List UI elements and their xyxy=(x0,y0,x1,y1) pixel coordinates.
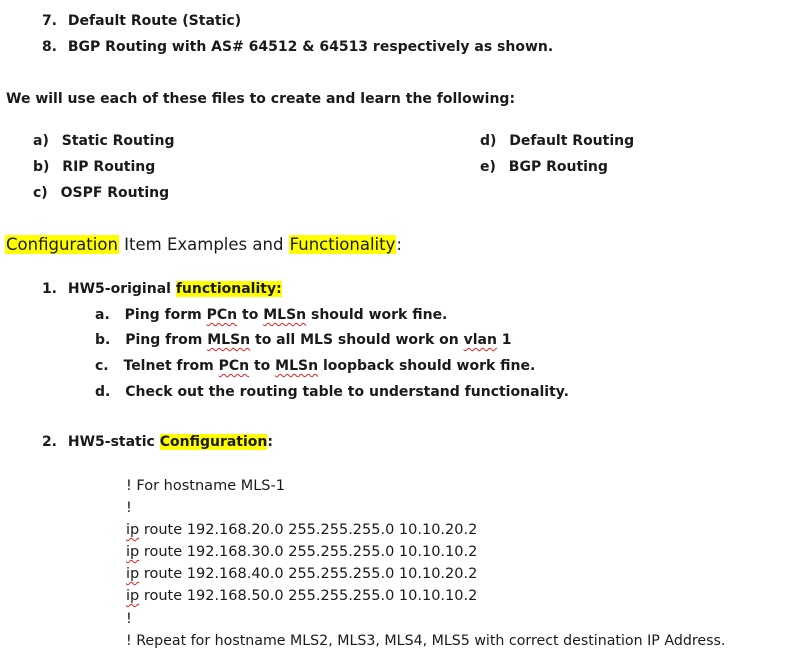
list-item-7 xyxy=(33,13,241,29)
sub-text: Ping form xyxy=(124,307,207,323)
sub-label: c. xyxy=(95,358,109,374)
route-text: route 192.168.40.0 255.255.255.0 10.10.20.2 xyxy=(139,566,478,582)
learn-label: e) xyxy=(480,159,496,175)
sub-text: to all MLS should work on xyxy=(250,332,464,348)
highlighted-word: Configuration xyxy=(6,235,118,254)
list-item-8 xyxy=(33,39,553,55)
learn-label: b) xyxy=(33,159,50,175)
code-route-line xyxy=(126,544,477,560)
learn-text: Default Routing xyxy=(509,133,635,149)
highlighted-word: Configuration xyxy=(159,434,268,450)
heading-colon: : xyxy=(396,235,402,254)
item-title-text: HW5-static xyxy=(67,434,160,450)
code-bang: ! xyxy=(126,500,132,516)
learn-item-a xyxy=(33,133,174,149)
spellcheck-word: MLSn xyxy=(263,307,307,323)
learn-label: a) xyxy=(33,133,49,149)
sub-text: to xyxy=(237,307,264,323)
list-text: Default Route (Static) xyxy=(67,13,242,29)
learn-item-d xyxy=(480,133,634,149)
list-number: 2. xyxy=(41,434,57,450)
list-number: 1. xyxy=(41,281,57,297)
learn-label: d) xyxy=(480,133,497,149)
sub-text: to xyxy=(249,358,276,374)
subitem-b xyxy=(95,332,512,348)
code-route-line xyxy=(126,522,477,538)
spellcheck-word: ip xyxy=(126,566,140,582)
spellcheck-word: vlan xyxy=(463,332,497,348)
route-text: route 192.168.50.0 255.255.255.0 10.10.10.2 xyxy=(139,588,478,604)
list-number: 7. xyxy=(41,13,57,29)
learn-item-c xyxy=(33,185,169,201)
learn-item-e xyxy=(480,159,608,175)
code-route-line xyxy=(126,566,477,582)
sub-label: a. xyxy=(95,307,110,323)
learn-text: Static Routing xyxy=(61,133,175,149)
section-heading xyxy=(5,235,402,254)
code-bang: ! xyxy=(126,611,132,627)
sub-text: loopback should work fine. xyxy=(318,358,536,374)
heading-text: Item Examples and xyxy=(118,235,289,254)
learn-label: c) xyxy=(33,185,48,201)
spellcheck-word: ip xyxy=(126,544,140,560)
subitem-a xyxy=(95,307,447,323)
sub-text: Check out the routing table to understand functionality. xyxy=(125,384,569,400)
learn-item-b xyxy=(33,159,155,175)
spellcheck-word: ip xyxy=(126,522,140,538)
route-text: route 192.168.20.0 255.255.255.0 10.10.20.2 xyxy=(139,522,478,538)
list-number: 8. xyxy=(41,39,57,55)
item-title-text: HW5-original xyxy=(67,281,176,297)
sub-text: Ping from xyxy=(125,332,208,348)
sub-label: b. xyxy=(95,332,111,348)
code-route-line xyxy=(126,588,477,604)
learn-text: RIP Routing xyxy=(62,159,156,175)
sub-label: d. xyxy=(95,384,111,400)
list-text: BGP Routing with AS# 64512 & 64513 respectively as shown. xyxy=(67,39,554,55)
route-text: route 192.168.30.0 255.255.255.0 10.10.10.2 xyxy=(139,544,478,560)
sub-text: 1 xyxy=(496,332,512,348)
spellcheck-word: MLSn xyxy=(207,332,251,348)
code-comment: ! Repeat for hostname MLS2, MLS3, MLS4, MLS5 with correct destination IP Address. xyxy=(126,633,726,649)
item-title-colon: : xyxy=(267,434,273,450)
item-1-title xyxy=(33,281,282,297)
learn-text: OSPF Routing xyxy=(60,185,170,201)
sub-text: should work fine. xyxy=(306,307,448,323)
sub-text: Telnet from xyxy=(123,358,219,374)
spellcheck-word: MLSn xyxy=(275,358,319,374)
spellcheck-word: ip xyxy=(126,588,140,604)
subitem-d xyxy=(95,384,569,400)
item-2-title xyxy=(33,434,273,450)
code-comment: ! For hostname MLS-1 xyxy=(126,478,285,494)
highlighted-word: functionality: xyxy=(175,281,282,297)
spellcheck-word: PCn xyxy=(206,307,238,323)
intro-paragraph: We will use each of these files to create and learn the following: xyxy=(6,91,516,107)
spellcheck-word: PCn xyxy=(218,358,250,374)
learn-text: BGP Routing xyxy=(508,159,608,175)
highlighted-word: Functionality xyxy=(289,235,396,254)
subitem-c xyxy=(95,358,535,374)
